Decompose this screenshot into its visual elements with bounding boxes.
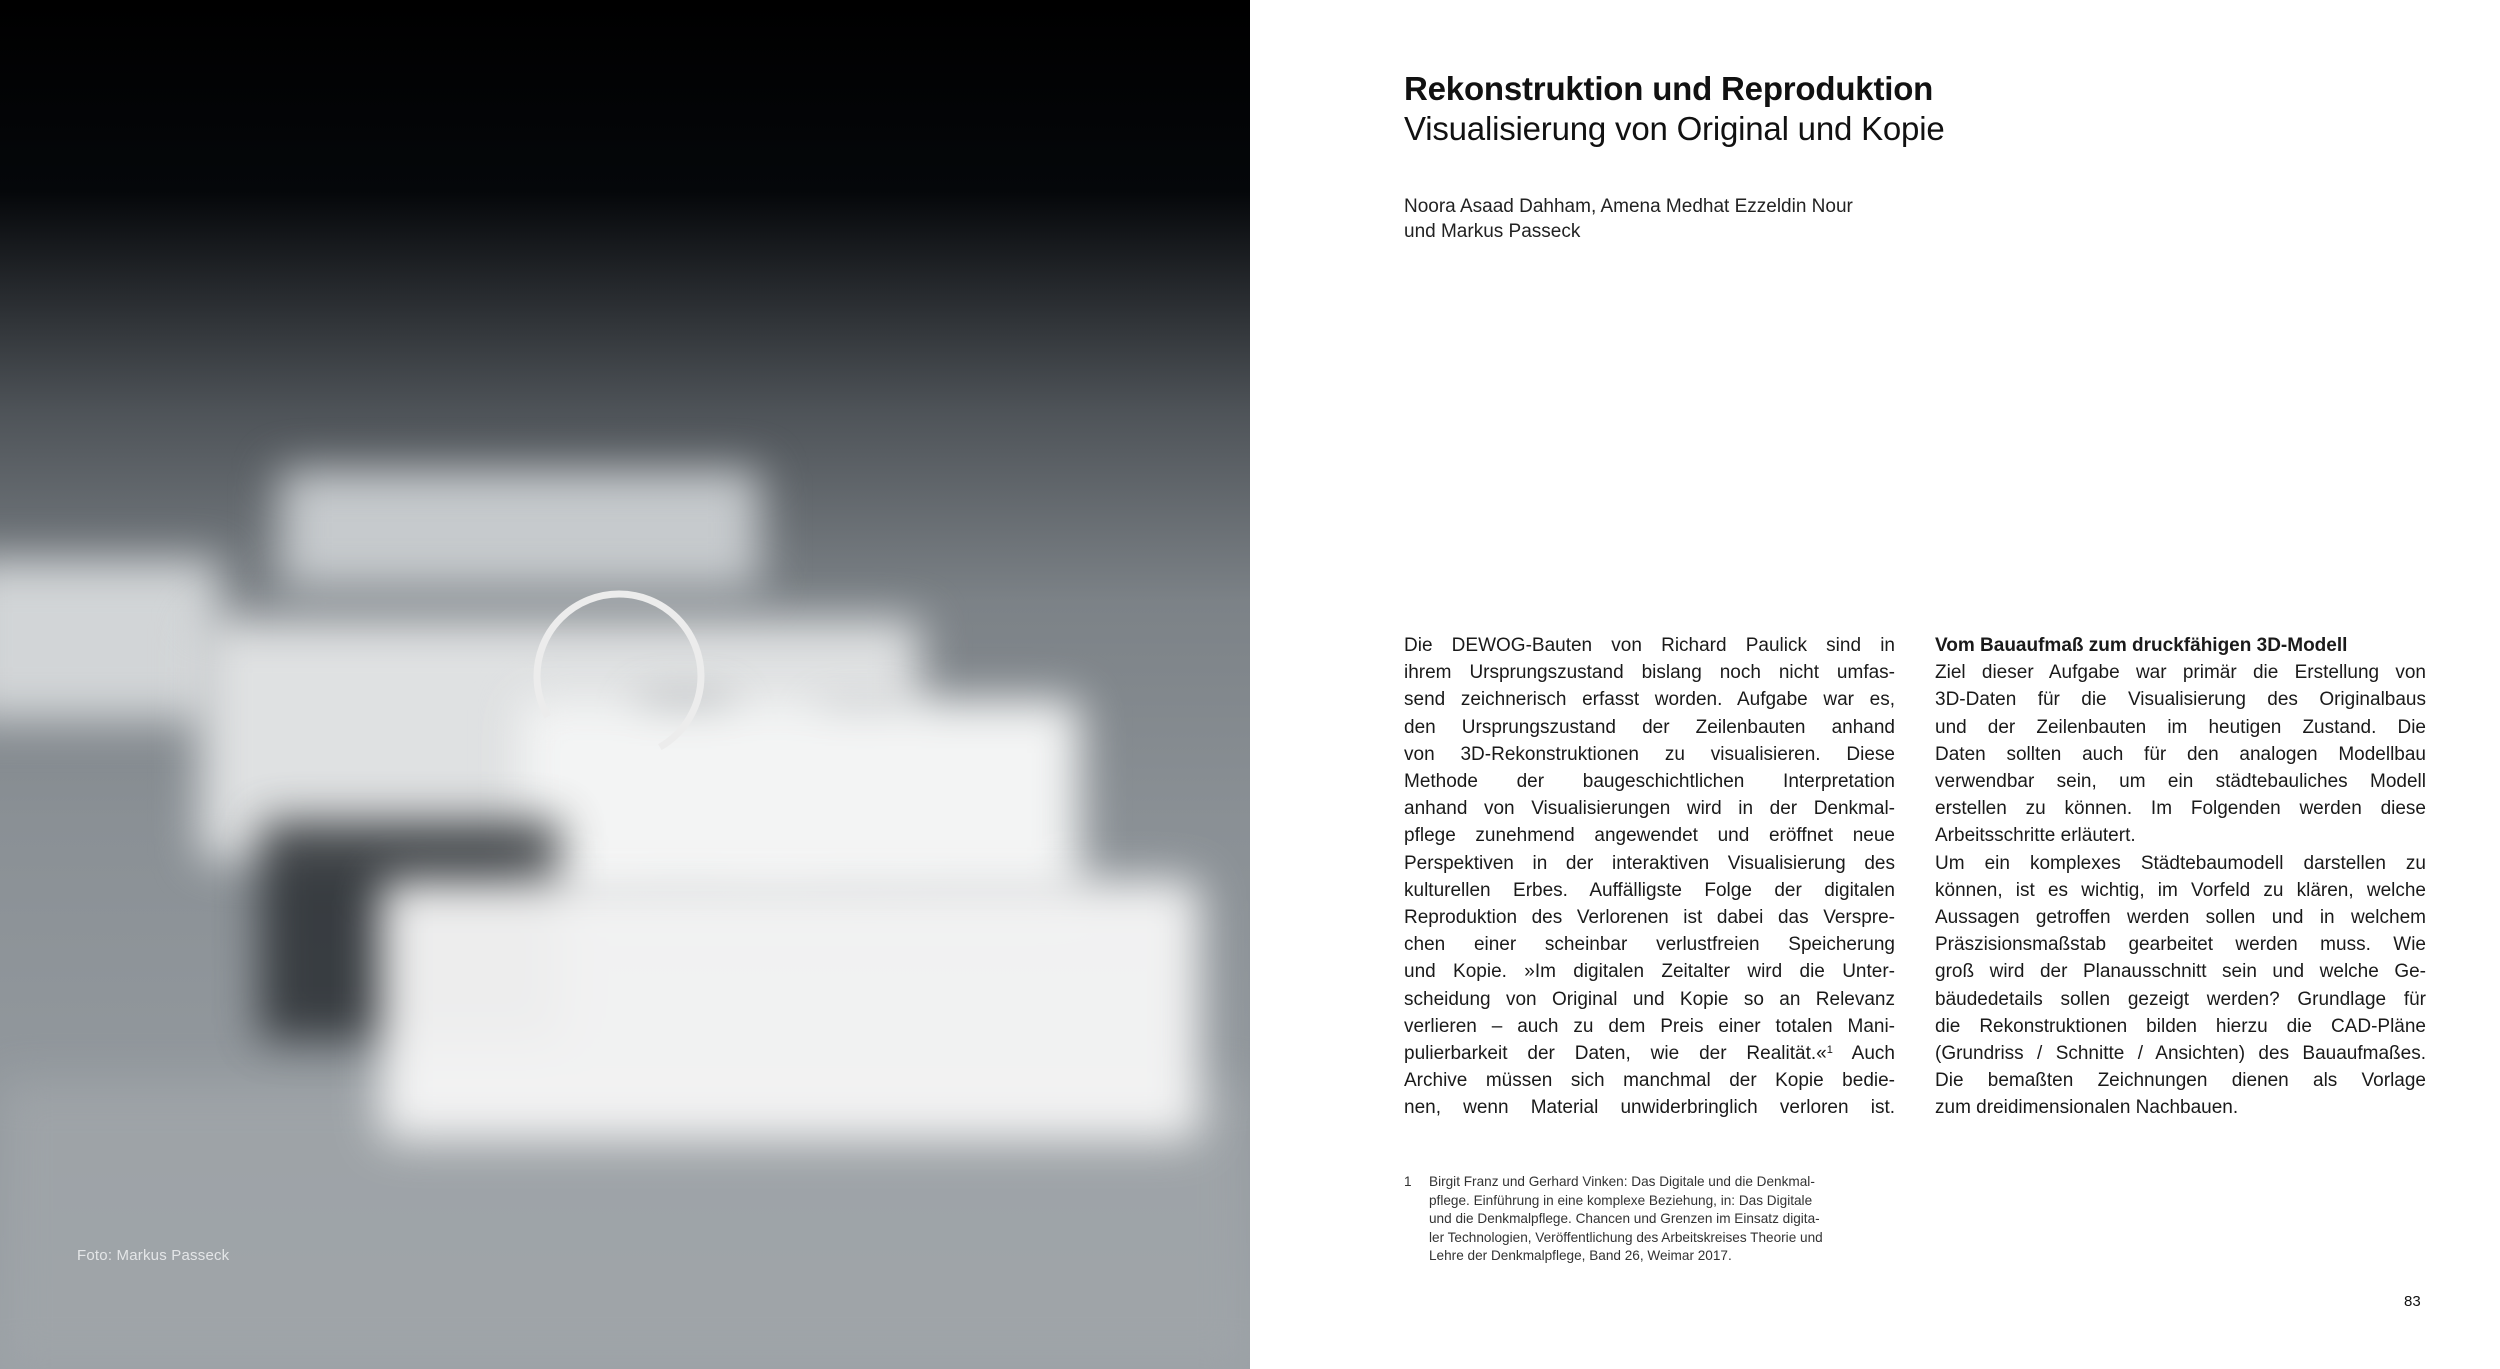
article-subtitle: Visualisierung von Original und Kopie [1404,110,1945,147]
page-number: 83 [2404,1293,2421,1310]
photo-credit: Foto: Markus Passeck [77,1247,230,1264]
body-line: Aussagen getroffen werden sollen und in welchem [1935,907,2426,929]
body-line: und Kopie. »Im digitalen Zeitalter wird die Unter- [1404,961,1895,983]
body-line: anhand von Visualisierungen wird in der Denkmal- [1404,798,1895,820]
footnote-line: und die Denkmalpflege. Chancen und Grenzen im Einsatz digita- [1429,1211,1820,1226]
footnote-line: Birgit Franz und Gerhard Vinken: Das Digitale und die Denkmal- [1429,1174,1815,1189]
body-line: und der Zeilenbauten im heutigen Zustand. Die [1935,716,2426,738]
footnote-line: Lehre der Denkmalpflege, Band 26, Weimar 2017. [1429,1248,1732,1263]
footnote-reference[interactable]: 1 [1826,1044,1833,1057]
body-line: können, ist es wichtig, im Vorfeld zu klären, welche [1935,879,2426,901]
body-column-right [1935,632,2426,1122]
body-line-text: Auch [1832,1043,1895,1065]
body-line: von 3D-Rekonstruktionen zu visualisieren. Diese [1404,743,1895,765]
body-line: Die bemaßten Zeichnungen dienen als Vorlage [1935,1070,2426,1092]
body-line-with-footnote [1404,1040,1895,1067]
body-line: 3D-Daten für die Visualisierung des Originalbaus [1935,689,2426,711]
body-line: den Ursprungszustand der Zeilenbauten anhand [1404,716,1895,738]
body-line: scheidung von Original und Kopie so an Relevanz [1404,988,1895,1010]
body-line: verlieren – auch zu dem Preis einer totalen Mani- [1404,1015,1895,1037]
authors-line: und Markus Passeck [1404,221,1581,242]
body-line: Methode der baugeschichtlichen Interpretation [1404,771,1895,793]
body-line: bäudedetails sollen gezeigt werden? Grundlage für [1935,988,2426,1010]
body-line: send zeichnerisch erfasst worden. Aufgabe war es, [1404,689,1895,711]
body-line: ihrem Ursprungszustand bislang noch nicht umfas- [1404,662,1895,684]
text-page [1250,0,2500,1369]
body-line: chen einer scheinbar verlustfreien Speicherung [1404,934,1895,956]
body-line: erstellen zu können. Im Folgenden werden diese [1935,798,2426,820]
body-line: Um ein komplexes Städtebaumodell darstellen zu [1935,852,2426,874]
article-authors [1404,194,1964,244]
body-line: Daten sollten auch für den analogen Modellbau [1935,743,2426,765]
body-line: Arbeitsschritte erläutert. [1935,825,2136,847]
body-line: Perspektiven in der interaktiven Visualisierung des [1404,852,1895,874]
footnote-number: 1 [1404,1174,1412,1189]
section-heading: Vom Bauaufmaß zum druckfähigen 3D-Modell [1935,635,2348,656]
body-line: kulturellen Erbes. Auffälligste Folge der digitalen [1404,879,1895,901]
authors-line: Noora Asaad Dahham, Amena Medhat Ezzeldin Nour [1404,196,1853,217]
body-line: (Grundriss / Schnitte / Ansichten) des Bauaufmaßes. [1935,1043,2426,1065]
body-line: groß wird der Planausschnitt sein und welche Ge- [1935,961,2426,983]
footnote-text [1429,1173,1904,1266]
body-line: Präszisionsmaßstab gearbeitet werden muss. Wie [1935,934,2426,956]
body-line: Reproduktion des Verlorenen ist dabei das Verspre- [1404,907,1895,929]
body-line: die Rekonstruktionen bilden hierzu die CAD-Pläne [1935,1015,2426,1037]
article-title: Rekonstruktion und Reproduktion [1404,70,1934,107]
footnote-line: pflege. Einführung in eine komplexe Beziehung, in: Das Digitale [1429,1192,1813,1208]
body-line: pflege zunehmend angewendet und eröffnet neue [1404,825,1895,847]
body-line: Ziel dieser Aufgabe war primär die Erstellung von [1935,662,2426,684]
body-column-left [1404,632,1895,1122]
footnote-line: ler Technologien, Veröffentlichung des Arbeitskreises Theorie und [1429,1229,1823,1245]
body-line: Die DEWOG-Bauten von Richard Paulick sind in [1404,635,1895,656]
loading-ring-icon [531,588,707,764]
body-line: zum dreidimensionalen Nachbauen. [1935,1097,2239,1119]
body-line: verwendbar sein, um ein städtebauliches Modell [1935,771,2426,793]
body-line: Archive müssen sich manchmal der Kopie bedie- [1404,1070,1895,1092]
body-line: nen, wenn Material unwiderbringlich verloren ist. [1404,1097,1895,1119]
body-line-text: pulierbarkeit der Daten, wie der Realität.« [1404,1043,1827,1065]
